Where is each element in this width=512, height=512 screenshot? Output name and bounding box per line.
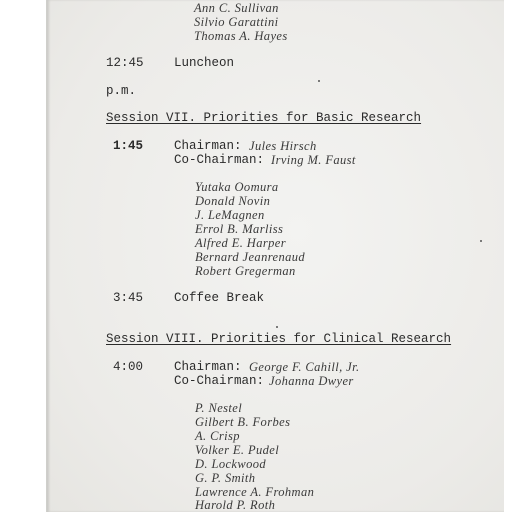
scan-speck	[318, 80, 320, 82]
session-8-name: G. P. Smith	[195, 471, 256, 485]
session-7-name: Bernard Jeanrenaud	[195, 250, 306, 264]
session-8-name: D. Lockwood	[195, 457, 267, 471]
session-8-name: Lawrence A. Frohman	[195, 485, 315, 499]
session-8-name: Harold P. Roth	[195, 498, 276, 512]
session-7-time: 1:45	[113, 139, 144, 153]
session-8-chairman: George F. Cahill, Jr.	[249, 360, 360, 374]
session-7-name: J. LeMagnen	[195, 208, 265, 222]
session-7-chairman-label: Chairman:	[174, 139, 242, 153]
coffee-time: 3:45	[113, 291, 144, 305]
session-7-name: Errol B. Marliss	[195, 222, 284, 236]
session-7-name: Robert Gregerman	[195, 264, 296, 278]
attendee-name: Silvio Garattini	[194, 15, 279, 29]
session-7-chairman: Jules Hirsch	[249, 139, 317, 153]
session-8-cochairman-label: Co-Chairman:	[174, 374, 265, 388]
session-7-title: Session VII. Priorities for Basic Research	[106, 111, 422, 125]
scan-speck	[276, 326, 278, 328]
session-7-cochairman: Irving M. Faust	[271, 153, 356, 167]
session-8-chairman-label: Chairman:	[174, 360, 242, 374]
session-8-title: Session VIII. Priorities for Clinical Research	[106, 332, 452, 346]
attendee-name: Ann C. Sullivan	[194, 1, 279, 15]
session-7-cochairman-label: Co-Chairman:	[174, 153, 265, 167]
session-7-name: Donald Novin	[195, 194, 271, 208]
session-8-name: P. Nestel	[195, 401, 243, 415]
session-8-time: 4:00	[113, 360, 144, 374]
scan-speck	[480, 240, 482, 242]
luncheon-time: 12:45	[106, 56, 144, 70]
session-7-name: Alfred E. Harper	[195, 236, 286, 250]
session-8-name: A. Crisp	[195, 429, 240, 443]
session-8-cochairman: Johanna Dwyer	[269, 374, 354, 388]
attendee-name: Thomas A. Hayes	[194, 29, 288, 43]
luncheon-label: Luncheon	[174, 56, 235, 70]
coffee-label: Coffee Break	[174, 291, 265, 305]
pm-label: p.m.	[106, 84, 137, 98]
session-8-name: Gilbert B. Forbes	[195, 415, 291, 429]
session-8-name: Volker E. Pudel	[195, 443, 280, 457]
session-7-name: Yutaka Oomura	[195, 180, 279, 194]
